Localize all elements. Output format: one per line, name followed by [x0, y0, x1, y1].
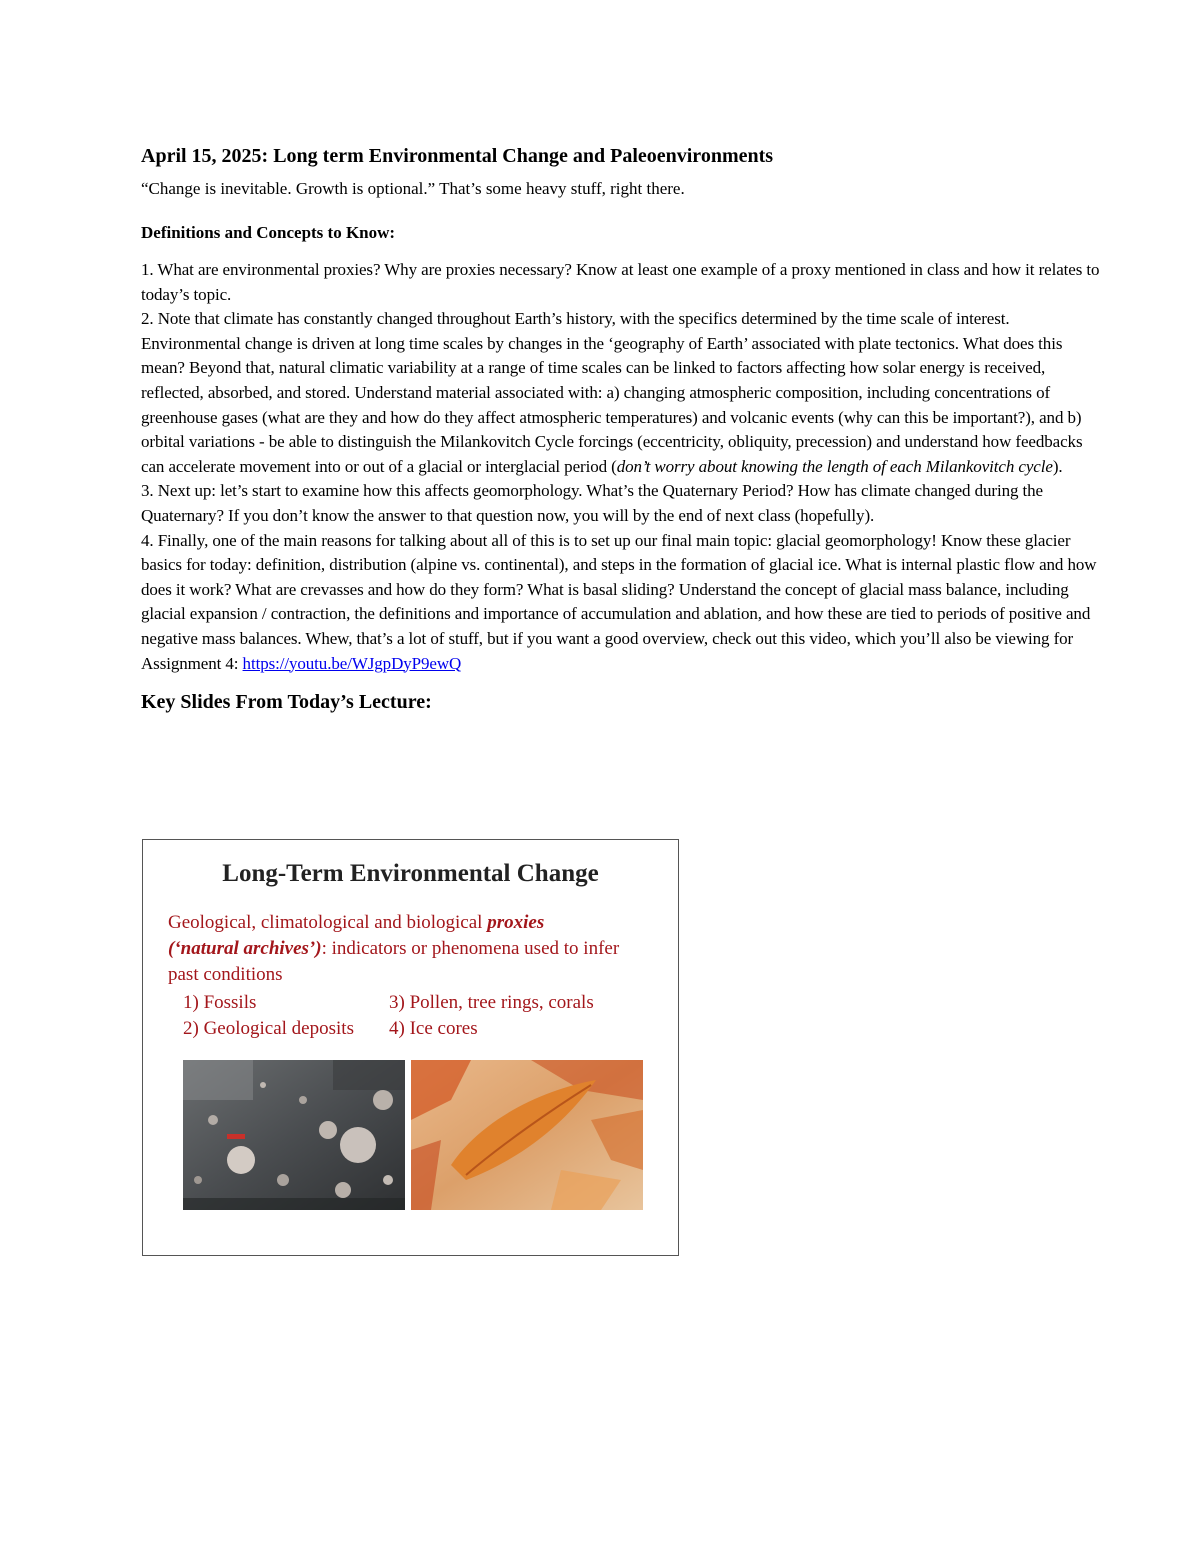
document-title: April 15, 2025: Long term Environmental Change and Paleoenvironments — [141, 145, 774, 167]
slide-proxies-text — [168, 910, 648, 988]
lecture-slide — [142, 839, 679, 1256]
slide-list-item: 3) Pollen, tree rings, corals — [389, 992, 594, 1013]
slide-list-item: 2) Geological deposits — [183, 1018, 354, 1039]
slide-body — [168, 910, 648, 988]
slide-list-item: 4) Ice cores — [389, 1018, 478, 1039]
document-page — [141, 142, 1106, 716]
video-link[interactable]: https://youtu.be/WJgpDyP9ewQ — [242, 653, 462, 673]
slide-line1-a: Geological, climatological and biological — [168, 912, 488, 933]
key-slides-heading: Key Slides From Today’s Lecture: — [141, 691, 432, 714]
slide-proxy-list — [183, 990, 653, 1042]
slide-title: Long-Term Environmental Change — [222, 860, 599, 887]
fossil-photo — [411, 1060, 643, 1210]
opening-quote: “Change is inevitable. Growth is optional.” That’s some heavy stuff, right there. — [141, 179, 685, 198]
slide-list-row — [183, 990, 653, 1016]
concept-item-2-italic: don’t worry about knowing the length of each Milankovitch cycle — [616, 456, 1053, 476]
glacial-deposit-photo — [183, 1060, 405, 1210]
slide-list-item: 1) Fossils — [183, 992, 257, 1013]
concept-list — [141, 258, 1106, 676]
concept-item-4 — [141, 529, 1106, 677]
concept-item-2-end: ). — [1052, 456, 1063, 476]
slide-line2-a: (‘natural archives’) — [168, 938, 322, 959]
concept-item-3: 3. Next up: let’s start to examine how this affects geomorphology. What’s the Quaternary Period? How has climate changed during the Quaternary? If you don’t know the answer to that question now, you will by the end of next class (hopefully). — [141, 481, 1043, 525]
slide-list-row — [183, 1016, 653, 1042]
slide-line1-b: proxies — [487, 912, 545, 933]
slide-line2-b: : indicators or phenomena used to infer past conditions — [168, 938, 620, 985]
concept-item-1: 1. What are environmental proxies? Why are proxies necessary? Know at least one example of a proxy mentioned in class and how it relates to today’s topic. — [141, 260, 1100, 304]
concept-item-2-text: 2. Note that climate has constantly changed throughout Earth’s history, with the specifics determined by the time scale of interest. Environmental change is driven at long time scales by changes in the ‘geography of Earth’ associated with plate tectonics. What does this mean? Beyond that, natural climatic variability at a range of time scales can be linked to factors affecting how solar energy is received, reflected, absorbed, and stored. Understand material associated with: a) changing atmospheric composition, including concentrations of greenhouse gases (what are they and how do they affect atmospheric temperatures) and volcanic events (why can this be important?), and b) orbital variations - be able to distinguish the Milankovitch Cycle forcings (eccentricity, obliquity, precession) and understand how feedbacks can accelerate movement into or out of a glacial or interglacial period ( — [141, 309, 1083, 476]
concept-item-4-text: 4. Finally, one of the main reasons for talking about all of this is to set up our final main topic: glacial geomorphology! Know these glacier basics for today: definition, distribution (alpine vs. continental), and steps in the formation of glacial ice. What is internal plastic flow and how does it work? What are crevasses and how do they form? What is basal sliding? Understand the concept of glacial mass balance, including glacial expansion / contraction, the definitions and importance of accumulation and ablation, and how these are tied to periods of positive and negative mass balances. Whew, that’s a lot of stuff, but if you want a good overview, check out this video, which you’ll also be viewing for Assignment 4: — [141, 530, 1097, 673]
concept-item-2 — [141, 307, 1106, 479]
definitions-heading: Definitions and Concepts to Know: — [141, 223, 396, 242]
